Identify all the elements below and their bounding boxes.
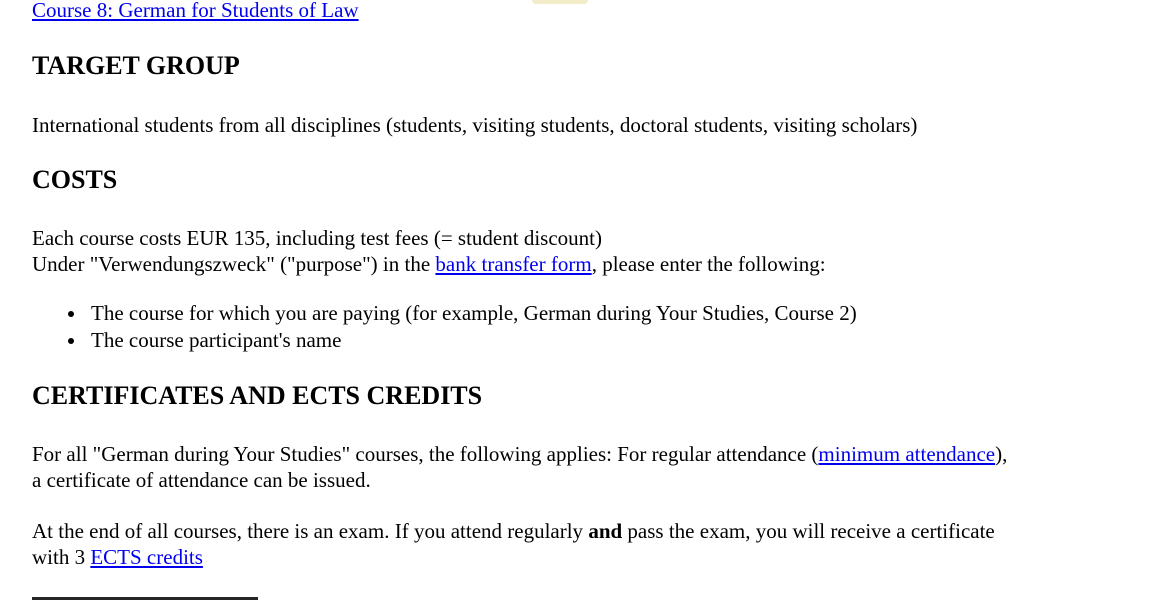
certificates-p2-bold: and (588, 519, 623, 543)
costs-line-2 (32, 251, 826, 277)
bullet-icon (68, 338, 74, 344)
target-group-heading: TARGET GROUP (32, 51, 240, 80)
certificates-p2-line2-prefix: with 3 (32, 545, 91, 569)
certificates-paragraph-1-line-1 (32, 441, 1007, 467)
costs-heading: COSTS (32, 165, 118, 194)
certificates-p2-suffix: pass the exam, you will receive a certificate (622, 519, 995, 543)
certificates-heading: CERTIFICATES AND ECTS CREDITS (32, 381, 483, 410)
bullet-icon (68, 311, 74, 317)
decorative-highlight (532, 0, 588, 4)
certificates-paragraph-2-line-2 (32, 544, 203, 570)
list-item (32, 300, 857, 327)
course-8-link[interactable]: Course 8: German for Students of Law (32, 0, 359, 22)
certificates-p1-prefix: For all "German during Your Studies" courses, the following applies: For regular attendance ( (32, 442, 819, 466)
certificates-p2-prefix: At the end of all courses, there is an exam. If you attend regularly (32, 519, 589, 543)
costs-line-1: Each course costs EUR 135, including test fees (= student discount) (32, 226, 602, 250)
certificates-paragraph-1-line-2: a certificate of attendance can be issued. (32, 468, 371, 492)
list-item-text: The course for which you are paying (for example, German during Your Studies, Course 2) (91, 301, 857, 325)
bank-transfer-form-link[interactable]: bank transfer form (435, 252, 592, 276)
costs-line-2-suffix: , please enter the following: (591, 252, 826, 276)
list-item-text: The course participant's name (91, 328, 342, 352)
certificates-p1-suffix: ), (995, 442, 1008, 466)
target-group-text: International students from all disciplines (students, visiting students, doctoral students, visiting scholars) (32, 113, 918, 137)
next-heading-cut-off (32, 594, 258, 600)
payment-instructions-list (32, 300, 857, 354)
ects-credits-link[interactable]: ECTS credits (90, 545, 203, 569)
minimum-attendance-link[interactable]: minimum attendance (818, 442, 996, 466)
certificates-paragraph-2-line-1 (32, 518, 995, 544)
list-item (32, 327, 857, 354)
costs-line-2-prefix: Under "Verwendungszweck" ("purpose") in the (32, 252, 436, 276)
